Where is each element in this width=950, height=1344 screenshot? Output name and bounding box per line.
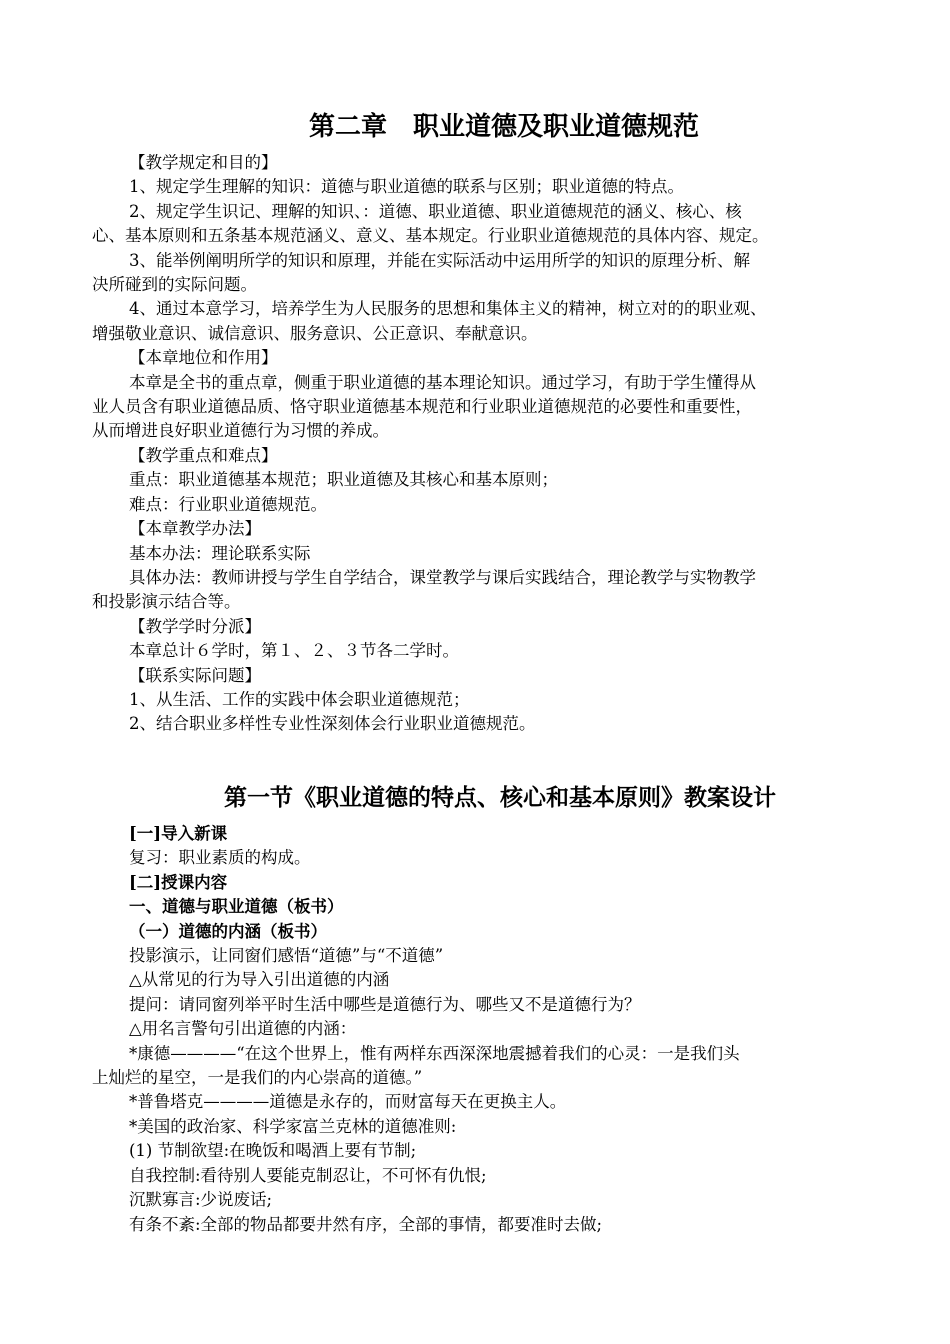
text-line: (1) 节制欲望:在晚饭和喝酒上要有节制; [129, 1141, 417, 1161]
text-line: 心、基本原则和五条基本规范涵义、意义、基本规定。行业职业道德规范的具体内容、规定。 [92, 226, 769, 246]
text-line: *普鲁塔克————道德是永存的，而财富每天在更换主人。 [129, 1092, 567, 1112]
text-line: 【教学重点和难点】 [129, 445, 278, 465]
text-line: 自我控制:看待别人要能克制忍让，不可怀有仇恨; [129, 1165, 487, 1185]
text-line: △用名言警句引出道德的内涵： [129, 1019, 357, 1039]
text-line: 上灿烂的星空，一是我们的内心崇高的道德。” [92, 1068, 423, 1088]
text-line: 【教学学时分派】 [129, 616, 261, 636]
text-line: 【本章教学办法】 [129, 519, 261, 539]
text-line: 沉默寡言:少说废话; [129, 1190, 273, 1210]
text-line: （一）道德的内涵（板书） [129, 921, 327, 941]
text-line: 有条不紊:全部的物品都要井然有序，全部的事情，都要准时去做; [129, 1214, 603, 1234]
text-line: 提问：请同窗列举平时生活中哪些是道德行为、哪些又不是道德行为？ [129, 994, 641, 1014]
text-line: [二]授课内容 [129, 872, 228, 892]
chapter-title: 第二章 职业道德及职业道德规范 [308, 112, 699, 142]
text-line: 2、结合职业多样性专业性深刻体会行业职业道德规范。 [129, 714, 536, 734]
text-line: 一、道德与职业道德（板书） [129, 897, 344, 917]
text-line: 基本办法：理论联系实际 [129, 543, 311, 563]
text-line: *康德————“在这个世界上，惟有两样东西深深地震撼着我们的心灵：一是我们头 [129, 1043, 740, 1063]
text-line: △从常见的行为导入引出道德的内涵 [129, 970, 390, 990]
text-line: 业人员含有职业道德品质、恪守职业道德基本规范和行业职业道德规范的必要性和重要性， [92, 397, 752, 417]
section-title: 第一节《职业道德的特点、核心和基本原则》教案设计 [224, 784, 776, 811]
text-line: [一]导入新课 [129, 824, 228, 843]
text-line: 【教学规定和目的】 [129, 153, 278, 172]
text-line: 和投影演示结合等。 [92, 592, 241, 612]
text-line: 重点：职业道德基本规范；职业道德及其核心和基本原则； [129, 470, 558, 490]
text-line: 本章总计６学时，第１、２、３节各二学时。 [129, 641, 459, 661]
text-line: 具体办法：教师讲授与学生自学结合，课堂教学与课后实践结合，理论教学与实物教学 [129, 567, 756, 587]
text-line: 从而增进良好职业道德行为习惯的养成。 [92, 421, 389, 441]
text-line: 【联系实际问题】 [129, 665, 261, 685]
text-line: 1、从生活、工作的实践中体会职业道德规范； [129, 689, 470, 709]
text-line: 【本章地位和作用】 [129, 348, 278, 368]
text-line: 决所碰到的实际问题。 [92, 275, 257, 295]
text-line: 增强敬业意识、诚信意识、服务意识、公正意识、奉献意识。 [92, 323, 538, 343]
text-line: 1、规定学生理解的知识：道德与职业道德的联系与区别；职业道德的特点。 [129, 177, 684, 197]
text-line: 本章是全书的重点章，侧重于职业道德的基本理论知识。通过学习，有助于学生懂得从 [129, 372, 756, 392]
text-line: 2、规定学生识记、理解的知识、：道德、职业道德、职业道德规范的涵义、核心、核 [129, 201, 742, 221]
text-line: *美国的政治家、科学家富兰克林的道德准则: [129, 1116, 457, 1136]
text-line: 3、能举例阐明所学的知识和原理，并能在实际活动中运用所学的知识的原理分析、解 [129, 250, 750, 270]
text-line: 投影演示，让同窗们感悟“道德”与“不道德” [129, 946, 444, 966]
text-line: 复习：职业素质的构成。 [129, 848, 311, 868]
text-line: 难点：行业职业道德规范。 [129, 494, 327, 514]
lesson-plan-section [92, 822, 882, 1237]
chapter-intro-section [92, 151, 882, 737]
text-line: 4、通过本意学习，培养学生为人民服务的思想和集体主义的精神，树立对的的职业观、 [129, 299, 767, 319]
